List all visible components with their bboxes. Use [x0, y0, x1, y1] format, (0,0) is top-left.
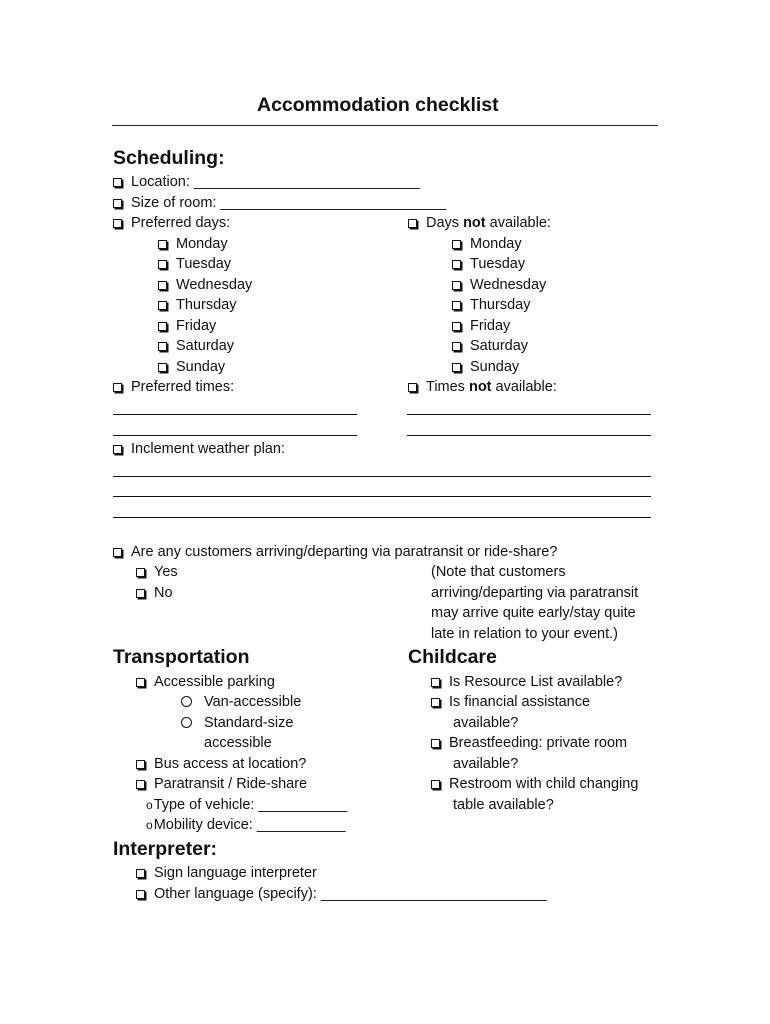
day-label: Friday	[470, 318, 511, 334]
size-of-room-label: Size of room: ____________________________	[131, 195, 447, 211]
type-of-vehicle-label: Type of vehicle: ___________	[153, 797, 348, 813]
breastfeeding-label: Breastfeeding: private room	[449, 735, 628, 751]
day-label: Monday	[176, 236, 228, 252]
unavailable-day-item[interactable]	[452, 255, 525, 273]
preferred-times-line[interactable]	[113, 435, 357, 436]
breastfeeding-item[interactable]	[431, 734, 627, 752]
paratransit-note-line: late in relation to your event.)	[431, 626, 618, 642]
page-title: Accommodation checklist	[257, 94, 499, 116]
checkbox[interactable]	[408, 219, 417, 228]
checkbox[interactable]	[136, 780, 145, 789]
paratransit-note-line: may arrive quite early/stay quite	[431, 605, 636, 621]
inclement-weather-line[interactable]	[113, 496, 651, 497]
preferred-day-item[interactable]	[158, 235, 228, 253]
inclement-weather-line[interactable]	[113, 517, 651, 518]
standard-size-item[interactable]	[181, 714, 293, 732]
preferred-day-item[interactable]	[158, 296, 236, 314]
unavailable-day-item[interactable]	[452, 276, 546, 294]
inclement-weather-label: Inclement weather plan:	[131, 441, 285, 457]
paratransit-question-item[interactable]	[113, 543, 557, 561]
type-of-vehicle-item[interactable]	[146, 796, 347, 814]
checkbox[interactable]	[158, 322, 167, 331]
checkbox[interactable]	[158, 260, 167, 269]
times-not-available-label: Times not available:	[426, 379, 557, 395]
standard-size-label: Standard-size	[204, 715, 294, 731]
checkbox[interactable]	[452, 260, 461, 269]
checkbox[interactable]	[158, 342, 167, 351]
checkbox[interactable]	[136, 568, 145, 577]
days-not-available-item[interactable]	[408, 214, 551, 232]
day-label: Tuesday	[176, 256, 232, 272]
checkbox[interactable]	[158, 301, 167, 310]
paratransit-item[interactable]	[136, 775, 307, 793]
unavailable-day-item[interactable]	[452, 317, 510, 335]
day-label: Friday	[176, 318, 217, 334]
bus-access-item[interactable]	[136, 755, 306, 773]
resource-list-item[interactable]	[431, 673, 622, 691]
other-language-label: Other language (specify): ____________________________	[154, 886, 547, 902]
transportation-heading: Transportation	[113, 646, 250, 668]
day-label: Sunday	[470, 359, 520, 375]
checkbox[interactable]	[113, 383, 122, 392]
radio-button[interactable]	[181, 717, 192, 728]
paratransit-note-line: (Note that customers	[431, 564, 566, 580]
checkbox[interactable]	[452, 301, 461, 310]
day-label: Sunday	[176, 359, 226, 375]
sign-language-label: Sign language interpreter	[154, 865, 317, 881]
financial-assistance-label: Is financial assistance	[449, 694, 591, 710]
bullet-icon: o	[146, 818, 153, 832]
preferred-day-item[interactable]	[158, 358, 225, 376]
size-of-room-item[interactable]	[113, 194, 446, 212]
preferred-days-label: Preferred days:	[131, 215, 231, 231]
preferred-times-line[interactable]	[113, 414, 357, 415]
checkbox[interactable]	[136, 760, 145, 769]
paratransit-question-label: Are any customers arriving/departing via paratransit or ride-share?	[131, 544, 558, 560]
checkbox[interactable]	[158, 363, 167, 372]
checkbox[interactable]	[452, 322, 461, 331]
day-label: Wednesday	[470, 277, 547, 293]
times-not-available-line[interactable]	[407, 435, 651, 436]
times-not-available-item[interactable]	[408, 378, 557, 396]
standard-size-label-cont: accessible	[204, 735, 272, 751]
checkbox[interactable]	[158, 240, 167, 249]
restroom-label-cont: table available?	[453, 797, 554, 813]
checkbox[interactable]	[113, 548, 122, 557]
radio-button[interactable]	[181, 696, 192, 707]
day-label: Saturday	[176, 338, 235, 354]
checkbox[interactable]	[452, 281, 461, 290]
bus-access-label: Bus access at location?	[154, 756, 307, 772]
title-divider	[112, 125, 658, 126]
day-label: Monday	[470, 236, 522, 252]
checkbox[interactable]	[136, 678, 145, 687]
accessible-parking-item[interactable]	[136, 673, 275, 691]
checkbox[interactable]	[452, 240, 461, 249]
day-label: Tuesday	[470, 256, 526, 272]
resource-list-label: Is Resource List available?	[449, 674, 623, 690]
childcare-heading: Childcare	[408, 646, 497, 668]
checkbox[interactable]	[431, 739, 440, 748]
preferred-days-item[interactable]	[113, 214, 230, 232]
financial-assistance-item[interactable]	[431, 693, 590, 711]
accessible-parking-label: Accessible parking	[154, 674, 275, 690]
preferred-day-item[interactable]	[158, 337, 234, 355]
checkbox[interactable]	[431, 780, 440, 789]
preferred-times-label: Preferred times:	[131, 379, 235, 395]
unavailable-day-item[interactable]	[452, 235, 522, 253]
restroom-label: Restroom with child changing	[449, 776, 639, 792]
scheduling-heading: Scheduling:	[113, 147, 225, 169]
no-label: No	[154, 585, 173, 601]
van-accessible-label: Van-accessible	[204, 694, 302, 710]
checkbox[interactable]	[452, 363, 461, 372]
inclement-weather-item[interactable]	[113, 440, 285, 458]
location-label: Location: ____________________________	[131, 174, 420, 190]
yes-item[interactable]	[136, 563, 178, 581]
location-item[interactable]	[113, 173, 420, 191]
checkbox[interactable]	[113, 199, 122, 208]
bullet-icon: o	[146, 798, 153, 812]
yes-label: Yes	[154, 564, 178, 580]
breastfeeding-label-cont: available?	[453, 756, 519, 772]
paratransit-label: Paratransit / Ride-share	[154, 776, 308, 792]
day-label: Thursday	[470, 297, 531, 313]
day-label: Saturday	[470, 338, 529, 354]
paratransit-note-line: arriving/departing via paratransit	[431, 585, 639, 601]
restroom-item[interactable]	[431, 775, 638, 793]
preferred-times-item[interactable]	[113, 378, 234, 396]
checkbox[interactable]	[113, 219, 122, 228]
preferred-day-item[interactable]	[158, 317, 216, 335]
days-not-available-label: Days not available:	[426, 215, 551, 231]
checkbox[interactable]	[158, 281, 167, 290]
inclement-weather-line[interactable]	[113, 476, 651, 477]
mobility-device-item[interactable]	[146, 816, 346, 834]
unavailable-day-item[interactable]	[452, 358, 519, 376]
mobility-device-label: Mobility device: ___________	[153, 817, 346, 833]
checkbox[interactable]	[136, 589, 145, 598]
unavailable-day-item[interactable]	[452, 296, 530, 314]
day-label: Thursday	[176, 297, 237, 313]
checkbox[interactable]	[431, 698, 440, 707]
times-not-available-line[interactable]	[407, 414, 651, 415]
preferred-day-item[interactable]	[158, 276, 252, 294]
other-language-item[interactable]	[136, 885, 547, 903]
no-item[interactable]	[136, 584, 173, 602]
unavailable-day-item[interactable]	[452, 337, 528, 355]
checkbox[interactable]	[113, 178, 122, 187]
checkbox[interactable]	[408, 383, 417, 392]
financial-assistance-label-cont: available?	[453, 715, 519, 731]
van-accessible-item[interactable]	[181, 693, 301, 711]
checkbox[interactable]	[113, 445, 122, 454]
day-label: Wednesday	[176, 277, 253, 293]
sign-language-item[interactable]	[136, 864, 317, 882]
checkbox[interactable]	[452, 342, 461, 351]
checkbox[interactable]	[431, 678, 440, 687]
interpreter-heading: Interpreter:	[113, 838, 218, 860]
preferred-day-item[interactable]	[158, 255, 231, 273]
checkbox[interactable]	[136, 890, 145, 899]
checkbox[interactable]	[136, 869, 145, 878]
